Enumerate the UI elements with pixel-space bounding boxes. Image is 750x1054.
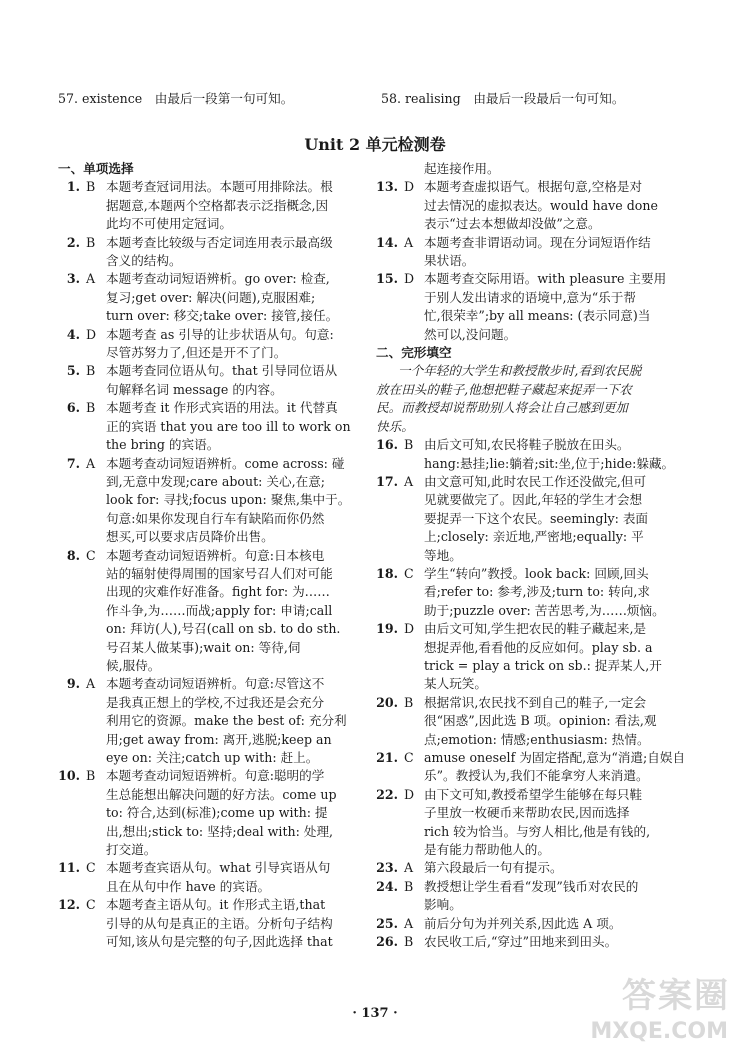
explanation-line: 利用它的资源。make the best of: 充分利 [106, 713, 347, 729]
answer-58: 58. realising 由最后一段最后一句可知。 [381, 91, 625, 106]
answer-item [58, 270, 350, 325]
explanation-line: 号召某人做某事);wait on: 等待,伺 [106, 639, 301, 655]
answer-key: A [404, 860, 414, 876]
answer-item [58, 896, 350, 951]
explanation-line: 想买,可以要求店员降价出售。 [106, 529, 274, 545]
left-column [58, 160, 350, 951]
answer-key: B [404, 878, 414, 894]
page-number: · 137 · [352, 1006, 398, 1021]
answer-key: B [404, 934, 414, 950]
answer-key: A [404, 473, 414, 489]
answer-key: D [404, 621, 415, 637]
explanation-line: 由后文可知,学生把农民的鞋子藏起来,是 [424, 621, 647, 637]
explanation-line: 本题考查 as 引导的让步状语从句。句意: [106, 326, 334, 342]
answer-key: A [86, 271, 96, 287]
page-title: Unit 2 单元检测卷 [304, 135, 446, 154]
summary-line: 放在田头的鞋子,他想把鞋子藏起来捉弄一下农 [376, 381, 632, 397]
explanation-line: 复习;get over: 解决(问题),克服困难; [106, 289, 316, 305]
answer-item [376, 234, 670, 271]
answer-key: A [404, 915, 414, 931]
answer-item [58, 362, 350, 399]
explanation-line: 本题考查冠词用法。本题可用排除法。根 [106, 179, 333, 195]
explanation [424, 178, 670, 233]
question-number: 4. [66, 326, 80, 342]
answer-item [58, 234, 350, 271]
explanation [106, 767, 350, 859]
explanation-line: 本题考查动词短语辨析。句意:聪明的学 [106, 768, 325, 784]
answer-item [376, 878, 670, 915]
explanation-line: 本题考查宾语从句。what 引导宾语从句 [106, 860, 331, 876]
explanation-line: 站的辐射使得周围的国家号召人们对可能 [106, 565, 333, 581]
right-column [376, 160, 686, 951]
explanation-line: 很“困惑”,因此选 B 项。opinion: 看法,观 [424, 713, 657, 729]
watermark [580, 968, 730, 1046]
question-number: 16. [376, 437, 398, 453]
answer-item [58, 178, 350, 233]
question-number: 10. [58, 768, 80, 784]
explanation [424, 933, 670, 951]
explanation [424, 786, 670, 860]
answer-item [58, 767, 350, 859]
summary-line: 一个年轻的大学生和教授散步时,看到农民脱 [398, 363, 642, 379]
explanation-line: the bring 的宾语。 [106, 437, 220, 453]
question-number: 15. [376, 271, 398, 287]
explanation [106, 896, 350, 951]
explanation-line: 本题考查交际用语。with pleasure 主要用 [424, 271, 667, 287]
explanation-line: 本题考查主语从句。it 作形式主语,that [106, 897, 326, 913]
previous-answers [58, 88, 720, 108]
explanation-line: 用;get away from: 离开,逃脱;keep an [106, 731, 332, 747]
answer-key: B [404, 437, 414, 453]
explanation [424, 234, 670, 271]
answer-key: D [404, 179, 415, 195]
answer-key: B [404, 694, 414, 710]
explanation-line: on: 拜访(人),号召(call on sb. to do sth. [106, 621, 341, 637]
explanation [424, 620, 670, 694]
explanation-line: 果状语。 [424, 253, 475, 269]
answer-key: A [86, 676, 96, 692]
explanation-line: look for: 寻找;focus upon: 聚焦,集中于。 [106, 492, 351, 508]
answer-item [376, 786, 670, 860]
explanation-line: 教授想让学生看看“发现”钱币对农民的 [424, 878, 639, 894]
explanation-line: 打交道。 [106, 842, 157, 858]
explanation-line: 本题考查非谓语动词。现在分词短语作结 [424, 234, 651, 250]
explanation-line: 于别人发出请求的语境中,意为“乐于帮 [424, 289, 636, 305]
explanation-line: 助于;puzzle over: 苦苦思考,为……烦恼。 [424, 602, 665, 618]
explanation [106, 455, 350, 547]
answer-key: D [404, 786, 415, 802]
explanation [424, 270, 670, 344]
explanation-line: 句意:如果你发现自行车有缺陷而你仍然 [106, 510, 325, 526]
question-number: 13. [376, 179, 398, 195]
question-number: 9. [66, 676, 80, 692]
answer-item [376, 620, 670, 694]
explanation-line: 本题考查动词短语辨析。句意:尽管这不 [106, 676, 325, 692]
explanation-line: 是我真正想上的学校,不过我还是会充分 [106, 694, 325, 710]
answer-key: C [86, 547, 96, 563]
explanation [106, 547, 350, 676]
explanation [424, 473, 670, 565]
answer-item [58, 399, 350, 454]
question-number: 3. [66, 271, 80, 287]
question-number: 24. [376, 878, 398, 894]
explanation-line: turn over: 移交;take over: 接管,接任。 [106, 308, 339, 324]
explanation-line: 本题考查动词短语辨析。come across: 碰 [106, 455, 345, 471]
explanation [106, 270, 350, 325]
answer-key: D [86, 326, 97, 342]
explanation-line: 见就要做完了。因此,年轻的学生才会想 [424, 492, 643, 508]
watermark-logo: 答案圈 [622, 976, 730, 1016]
answer-item [376, 436, 675, 473]
explanation-line: 表示“过去本想做却没做”之意。 [424, 216, 601, 232]
question-number: 18. [376, 565, 398, 581]
explanation [106, 326, 350, 363]
explanation-line: 出,想出;stick to: 坚持;deal with: 处理, [106, 823, 334, 839]
answer-item [376, 694, 670, 749]
answer-57: 57. existence 由最后一段第一句可知。 [58, 91, 294, 106]
explanation [424, 436, 674, 473]
explanation-line: 生总能想出解决问题的好方法。come up [106, 786, 337, 802]
right-items-b [376, 436, 686, 951]
answer-item [58, 859, 350, 896]
question-number: 22. [376, 786, 398, 802]
explanation-line: 含义的结构。 [106, 253, 182, 269]
explanation-line: 乐”。教授认为,我们不能拿穷人来消遣。 [424, 768, 649, 784]
answer-key: C [86, 897, 96, 913]
explanation [106, 399, 351, 454]
right-items-a [376, 178, 670, 344]
explanation [106, 234, 350, 271]
question-number: 1. [66, 179, 80, 195]
explanation [424, 749, 685, 786]
question-number: 6. [66, 400, 80, 416]
explanation-line: 过去情况的虚拟表达。would have done [424, 197, 658, 213]
explanation-line: 本题考查比较级与否定词连用表示最高级 [106, 234, 333, 250]
explanation-line: trick = play a trick on sb.: 捉弄某人,开 [424, 657, 662, 673]
explanation [424, 878, 670, 915]
explanation-line: 忙,很荣幸”;by all means: (表示同意)当 [424, 308, 651, 324]
answer-item [58, 455, 350, 547]
question-number: 5. [66, 363, 80, 379]
question-number: 20. [376, 694, 398, 710]
explanation-line: 句解释名词 message 的内容。 [106, 381, 283, 397]
explanation-line: 出现的灾难作好准备。fight for: 为…… [106, 584, 330, 600]
explanation-line: 由文意可知,此时农民工作还没做完,但可 [424, 473, 647, 489]
explanation [106, 362, 350, 399]
explanation-line: 此均不可使用定冠词。 [106, 216, 232, 232]
explanation-line: eye on: 关注;catch up with: 赶上。 [106, 750, 319, 765]
explanation-line: 本题考查虚拟语气。根据句意,空格是对 [424, 179, 643, 195]
answer-key: A [404, 234, 414, 250]
section-heading-single-choice: 一、单项选择 [58, 161, 134, 176]
question-number: 19. [376, 621, 398, 637]
explanation-line: 前后分句为并列关系,因此选 A 项。 [424, 915, 622, 931]
summary-line: 民。而教授却说帮助别人将会让自己感到更加 [376, 400, 628, 416]
explanation-line: 尽管苏努力了,但还是开不了门。 [106, 345, 287, 361]
explanation-line: hang:悬挂;lie:躺着;sit:坐,位于;hide:躲藏。 [424, 455, 675, 471]
question-number: 2. [66, 234, 80, 250]
explanation-line: rich 较为恰当。与穷人相比,他是有钱的, [424, 823, 651, 839]
explanation [106, 859, 350, 896]
explanation-line: 本题考查动词短语辨析。go over: 检查, [106, 271, 330, 287]
explanation [424, 565, 670, 620]
explanation-line: 引导的从句是真正的主语。分析句子结构 [106, 915, 333, 931]
explanation-line: 候,服侍。 [106, 657, 161, 673]
explanation-line: 是有能力帮助他人的。 [424, 842, 550, 858]
explanation-line: 正的宾语 that you are too ill to work on [106, 418, 351, 434]
explanation-line: 本题考查 it 作形式宾语的用法。it 代替真 [106, 400, 338, 416]
question-number: 7. [66, 455, 80, 471]
explanation-line: 等地。 [424, 547, 462, 563]
answer-key: B [86, 768, 96, 784]
continued-text: 起连接作用。 [424, 161, 500, 176]
explanation [424, 694, 670, 749]
answer-key: B [86, 363, 96, 379]
answer-item [58, 326, 350, 363]
answer-item [58, 547, 350, 676]
explanation [424, 915, 670, 933]
explanation-line: 看;refer to: 参考,涉及;turn to: 转向,求 [424, 584, 650, 600]
answer-item [376, 749, 686, 786]
explanation-line: 学生“转向”教授。look back: 回顾,回头 [424, 565, 649, 581]
explanation-line: 由下文可知,教授希望学生能够在每只鞋 [424, 786, 643, 802]
explanation-line: 据题意,本题两个空格都表示泛指概念,因 [106, 197, 329, 213]
explanation-line: 根据常识,农民找不到自己的鞋子,一定会 [424, 694, 647, 710]
section-heading-cloze: 二、完形填空 [376, 345, 452, 361]
explanation-line: to: 符合,达到(标准);come up with: 提 [106, 805, 328, 821]
question-number: 21. [376, 750, 398, 765]
question-number: 17. [376, 473, 398, 489]
explanation-line: 然可以,没问题。 [424, 326, 517, 342]
explanation [106, 675, 350, 767]
answer-item [58, 675, 350, 767]
left-items [58, 178, 350, 951]
answer-item [376, 473, 670, 565]
answer-item [376, 933, 670, 951]
answer-key: D [404, 271, 415, 287]
question-number: 11. [58, 860, 80, 876]
explanation-line: amuse oneself 为固定搭配,意为“消遣;自娱自 [424, 750, 686, 765]
question-number: 8. [66, 547, 80, 563]
explanation-line: 要捉弄一下这个农民。seemingly: 表面 [424, 510, 649, 526]
explanation-line: 点;emotion: 情感;enthusiasm: 热情。 [424, 731, 650, 747]
answer-key: C [404, 750, 414, 765]
explanation-line: 影响。 [424, 897, 462, 913]
explanation-line: 且在从句中作 have 的宾语。 [106, 878, 271, 894]
explanation [424, 859, 670, 877]
answer-key: C [404, 565, 414, 581]
answer-key: C [86, 860, 96, 876]
explanation-line: 第六段最后一句有提示。 [424, 860, 563, 876]
answer-item [376, 178, 670, 233]
answer-key: B [86, 234, 96, 250]
explanation [106, 178, 350, 233]
explanation-line: 想捉弄他,看看他的反应如何。play sb. a [424, 639, 653, 655]
explanation-line: 某人玩笑。 [424, 676, 487, 692]
explanation-line: 作斗争,为……而战;apply for: 申请;call [106, 602, 333, 618]
explanation-line: 到,无意中发现;care about: 关心,在意; [106, 473, 326, 489]
explanation-line: 农民收工后,“穿过”田地来到田头。 [424, 934, 618, 950]
explanation-line: 上;closely: 亲近地,严密地;equally: 平 [424, 529, 644, 545]
explanation-line: 本题考查同位语从句。that 引导同位语从 [106, 363, 338, 379]
answer-item [376, 859, 670, 877]
cloze-summary [376, 362, 670, 436]
question-number: 12. [58, 897, 80, 913]
answer-key: B [86, 400, 96, 416]
explanation-line: 子里放一枚硬币来帮助农民,因而选择 [424, 805, 630, 821]
answer-item [376, 270, 670, 344]
question-number: 26. [376, 934, 398, 950]
summary-line: 快乐。 [376, 418, 414, 434]
answer-item [376, 565, 670, 620]
explanation-line: 可知,该从句是完整的句子,因此选择 that [106, 934, 333, 950]
question-number: 14. [376, 234, 398, 250]
question-number: 25. [376, 915, 398, 931]
answer-item [376, 915, 670, 933]
answer-key: A [86, 455, 96, 471]
question-number: 23. [376, 860, 398, 876]
explanation-line: 本题考查动词短语辨析。句意:日本核电 [106, 547, 325, 563]
watermark-url: MXQE.COM [590, 1019, 728, 1044]
answer-key: B [86, 179, 96, 195]
explanation-line: 由后文可知,农民将鞋子脱放在田头。 [424, 437, 630, 453]
